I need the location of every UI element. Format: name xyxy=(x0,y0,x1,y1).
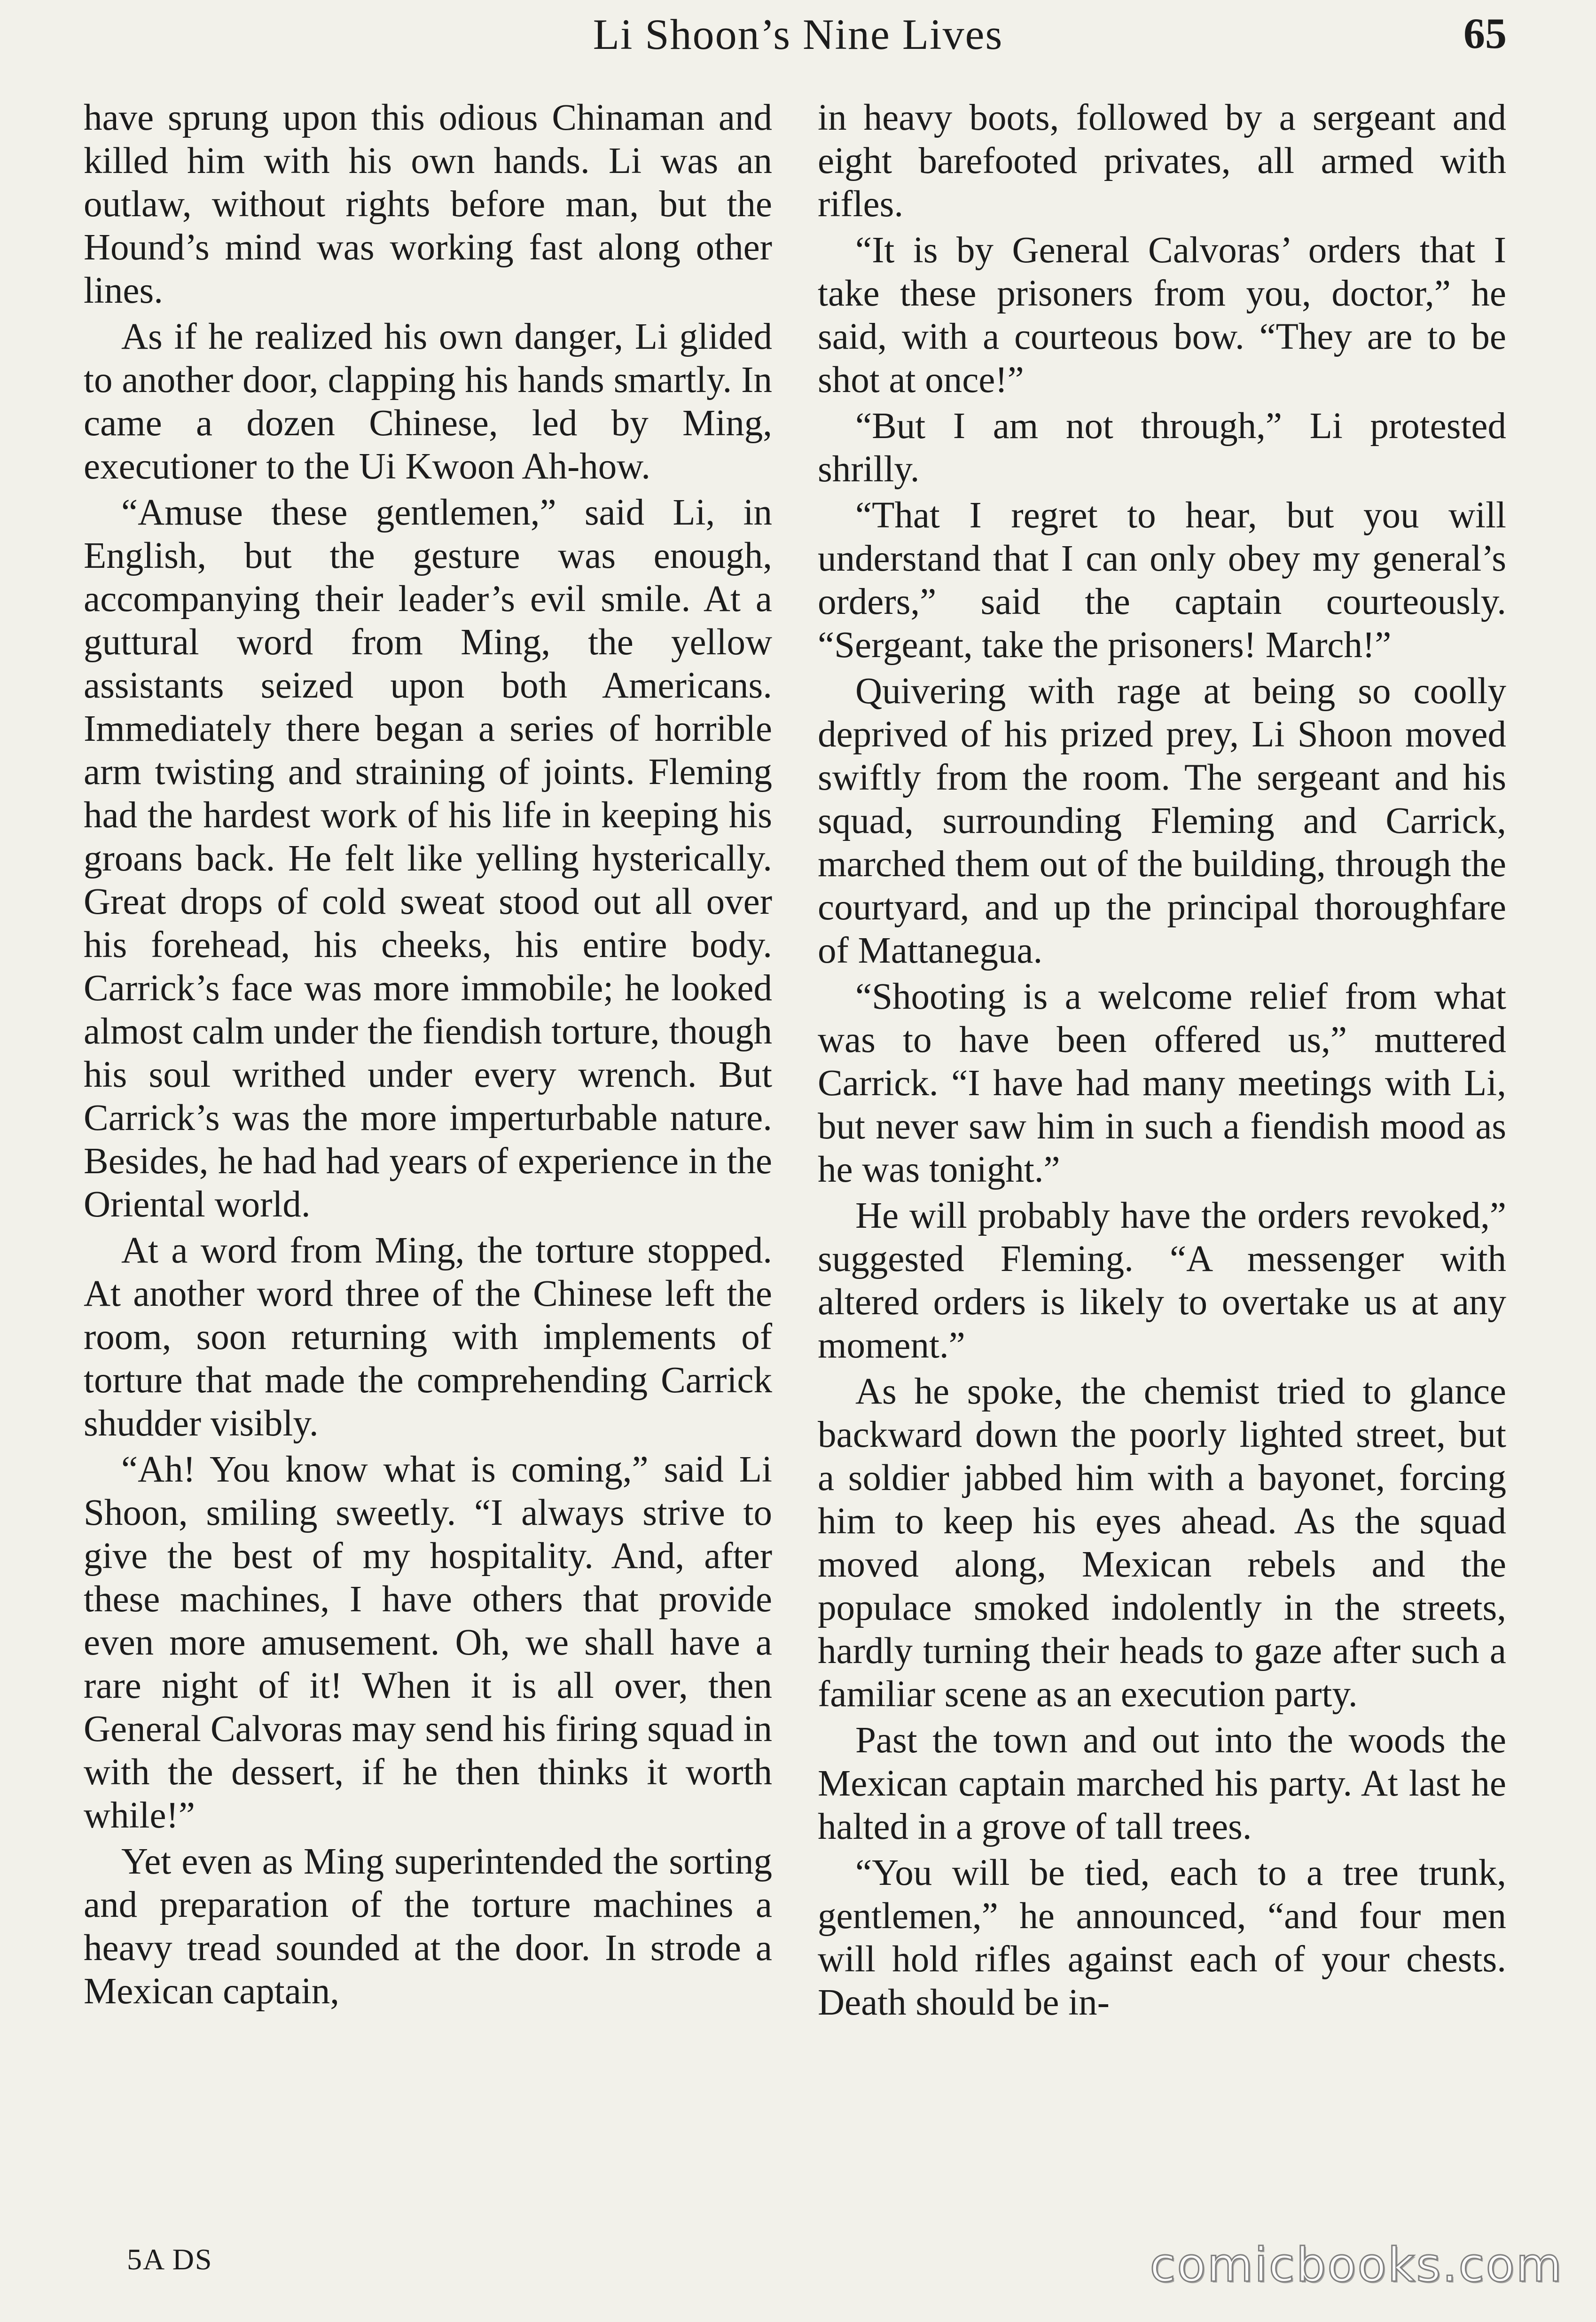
watermark: comicbooks.com xyxy=(1150,2237,1563,2292)
paragraph: As he spoke, the chemist tried to glance backward down the poorly lighted street, but a soldier jabbed him with a bayonet, forcing him to keep his eyes ahead. As the squad moved along, Mexican rebels and the populace smoked indolently in the streets, hardly turning their heads to gaze after such a familiar scene as an execution party. xyxy=(818,1371,1506,1715)
right-column xyxy=(818,96,1506,2027)
paragraph: “Ah! You know what is coming,” said Li Shoon, smiling sweetly. “I always strive to give the best of my hospitality. And, after these machines, I have others that provide even more amusement. Oh, we shall have a rare night of it! When it is all over, then General Calvoras may send his firing squad in with the dessert, if he then thinks it worth while!” xyxy=(84,1449,772,1836)
paragraph: At a word from Ming, the torture stopped. At another word three of the Chinese left the room, soon returning with implements of torture that made the comprehending Carrick shudder visibly. xyxy=(84,1230,772,1444)
signature-mark: 5A DS xyxy=(127,2243,213,2276)
page-header xyxy=(0,0,1596,103)
paragraph: in heavy boots, followed by a sergeant and eight barefooted privates, all armed with rifles. xyxy=(818,97,1506,225)
paragraph: As if he realized his own danger, Li glided to another door, clapping his hands smartly. In came a dozen Chinese, led by Ming, executioner to the Ui Kwoon Ah-how. xyxy=(84,316,772,487)
page-number: 65 xyxy=(1463,9,1507,57)
paragraph: “But I am not through,” Li protested shrilly. xyxy=(818,406,1506,490)
paragraph: Yet even as Ming superintended the sorting and preparation of the torture machines a heavy tread sounded at the door. In strode a Mexican captain, xyxy=(84,1841,772,2012)
paragraph: He will probably have the orders revoked,” suggested Fleming. “A messenger with altered orders is likely to overtake us at any moment.” xyxy=(818,1195,1506,1366)
paragraph: Quivering with rage at being so coolly deprived of his prized prey, Li Shoon moved swiftly from the room. The sergeant and his squad, surrounding Fleming and Carrick, marched them out of the building, through the courtyard, and up the principal thoroughfare of Mattanegua. xyxy=(818,671,1506,971)
paragraph: “You will be tied, each to a tree trunk, gentlemen,” he announced, “and four men will hold rifles against each of your chests. Death should be in- xyxy=(818,1852,1506,2023)
left-column xyxy=(84,96,772,2016)
paragraph: “Amuse these gentlemen,” said Li, in English, but the gesture was enough, accompanying their leader’s evil smile. At a guttural word from Ming, the yellow assistants seized upon both Americans. Immediately there began a series of horrible arm twisting and straining of joints. Fleming had the hardest work of his life in keeping his groans back. He felt like yelling hysterically. Great drops of cold sweat stood out all over his forehead, his cheeks, his entire body. Carrick’s face was more immobile; he looked almost calm under the fiendish torture, though his soul writhed under every wrench. But Carrick’s was the more imperturbable nature. Besides, he had had years of experience in the Oriental world. xyxy=(84,492,772,1225)
paragraph: Past the town and out into the woods the Mexican captain marched his party. At last he halted in a grove of tall trees. xyxy=(818,1720,1506,1847)
paragraph: “That I regret to hear, but you will understand that I can only obey my general’s orders,” said the captain courteously. “Sergeant, take the prisoners! March!” xyxy=(818,495,1506,666)
paragraph: “It is by General Calvoras’ orders that I take these prisoners from you, doctor,” he said, with a courteous bow. “They are to be shot at once!” xyxy=(818,230,1506,400)
paragraph: “Shooting is a welcome relief from what was to have been offered us,” muttered Carrick. “I have had many meetings with Li, but never saw him in such a fiendish mood as he was tonight.” xyxy=(818,976,1506,1190)
paragraph: have sprung upon this odious Chinaman and killed him with his own hands. Li was an outlaw, without rights before man, but the Hound’s mind was working fast along other lines. xyxy=(84,97,772,311)
running-title: Li Shoon’s Nine Lives xyxy=(593,10,1003,58)
